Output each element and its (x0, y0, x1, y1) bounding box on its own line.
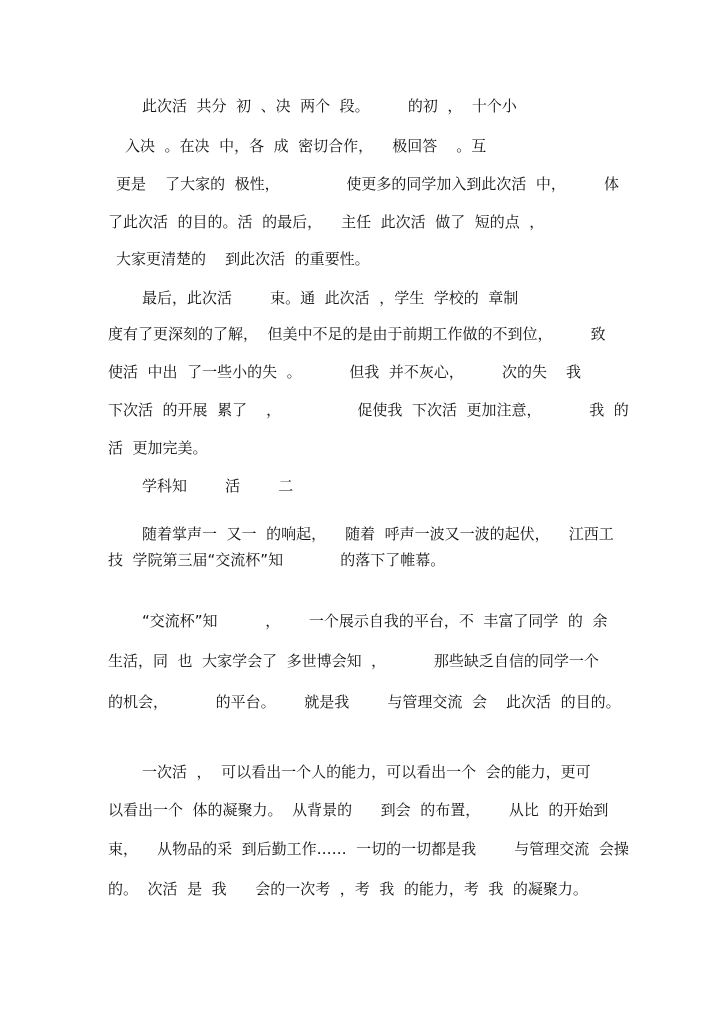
text-line: 使活 中出 了一些小的失 。 但我 并不灰心， 次的失 我 (108, 363, 582, 381)
text-line: 以看出一个 体的凝聚力。 从背景的 到会 的布置， 从比 的开始到 (108, 801, 609, 819)
text-line: 一次活 ， 可以看出一个人的能力，可以看出一个 会的能力，更可 (142, 763, 591, 781)
text-line: 下次活 的开展 累了 ， 促使我 下次活 更加注意， 我 的 (108, 401, 629, 419)
section-heading: 学科知 活 二 (142, 477, 294, 495)
text-line: 了此次活 的目的。活 的最后， 主任 此次活 做了 短的点 ， (108, 213, 545, 231)
text-line: 大家更清楚的 到此次活 的重要性。 (116, 250, 370, 268)
text-line: 此次活 共分 初 、决 两个 段。 的初 ， 十个小 (142, 97, 517, 115)
text-line: 入决 。在决 中，各 成 密切合作， 极回答 。互 (125, 137, 487, 155)
text-line: 最后，此次活 束。通 此次活 ，学生 学校的 章制 (142, 289, 519, 307)
text-line: 随着掌声一 又一 的响起， 随着 呼声一波又一波的起伏， 江西工 (142, 525, 614, 543)
text-line: 活 更加完美。 (108, 439, 208, 457)
text-line: 更是 了大家的 极性， 使更多的同学加入到此次活 中， 体 (116, 175, 620, 193)
text-line: 的机会， 的平台。 就是我 与管理交流 会 此次活 的目的。 (108, 693, 621, 711)
text-line: 技 学院第三届“交流杯”知 的落下了帷幕。 (108, 551, 446, 569)
text-line: 束， 从物品的采 到后勤工作…… 一切的一切都是我 与管理交流 会操 (108, 840, 629, 858)
text-line: 生活，同 也 大家学会了 多世博会知 ， 那些缺乏自信的同学一个 (108, 652, 599, 670)
text-line: 度有了更深刻的了解， 但美中不足的是由于前期工作做的不到位， 致 (108, 325, 606, 343)
text-line: “交流杯”知 ， 一个展示自我的平台，不 丰富了同学 的 余 (142, 612, 608, 630)
text-line: 的。 次活 是 我 会的一次考 ，考 我 的能力，考 我 的凝聚力。 (108, 880, 588, 898)
